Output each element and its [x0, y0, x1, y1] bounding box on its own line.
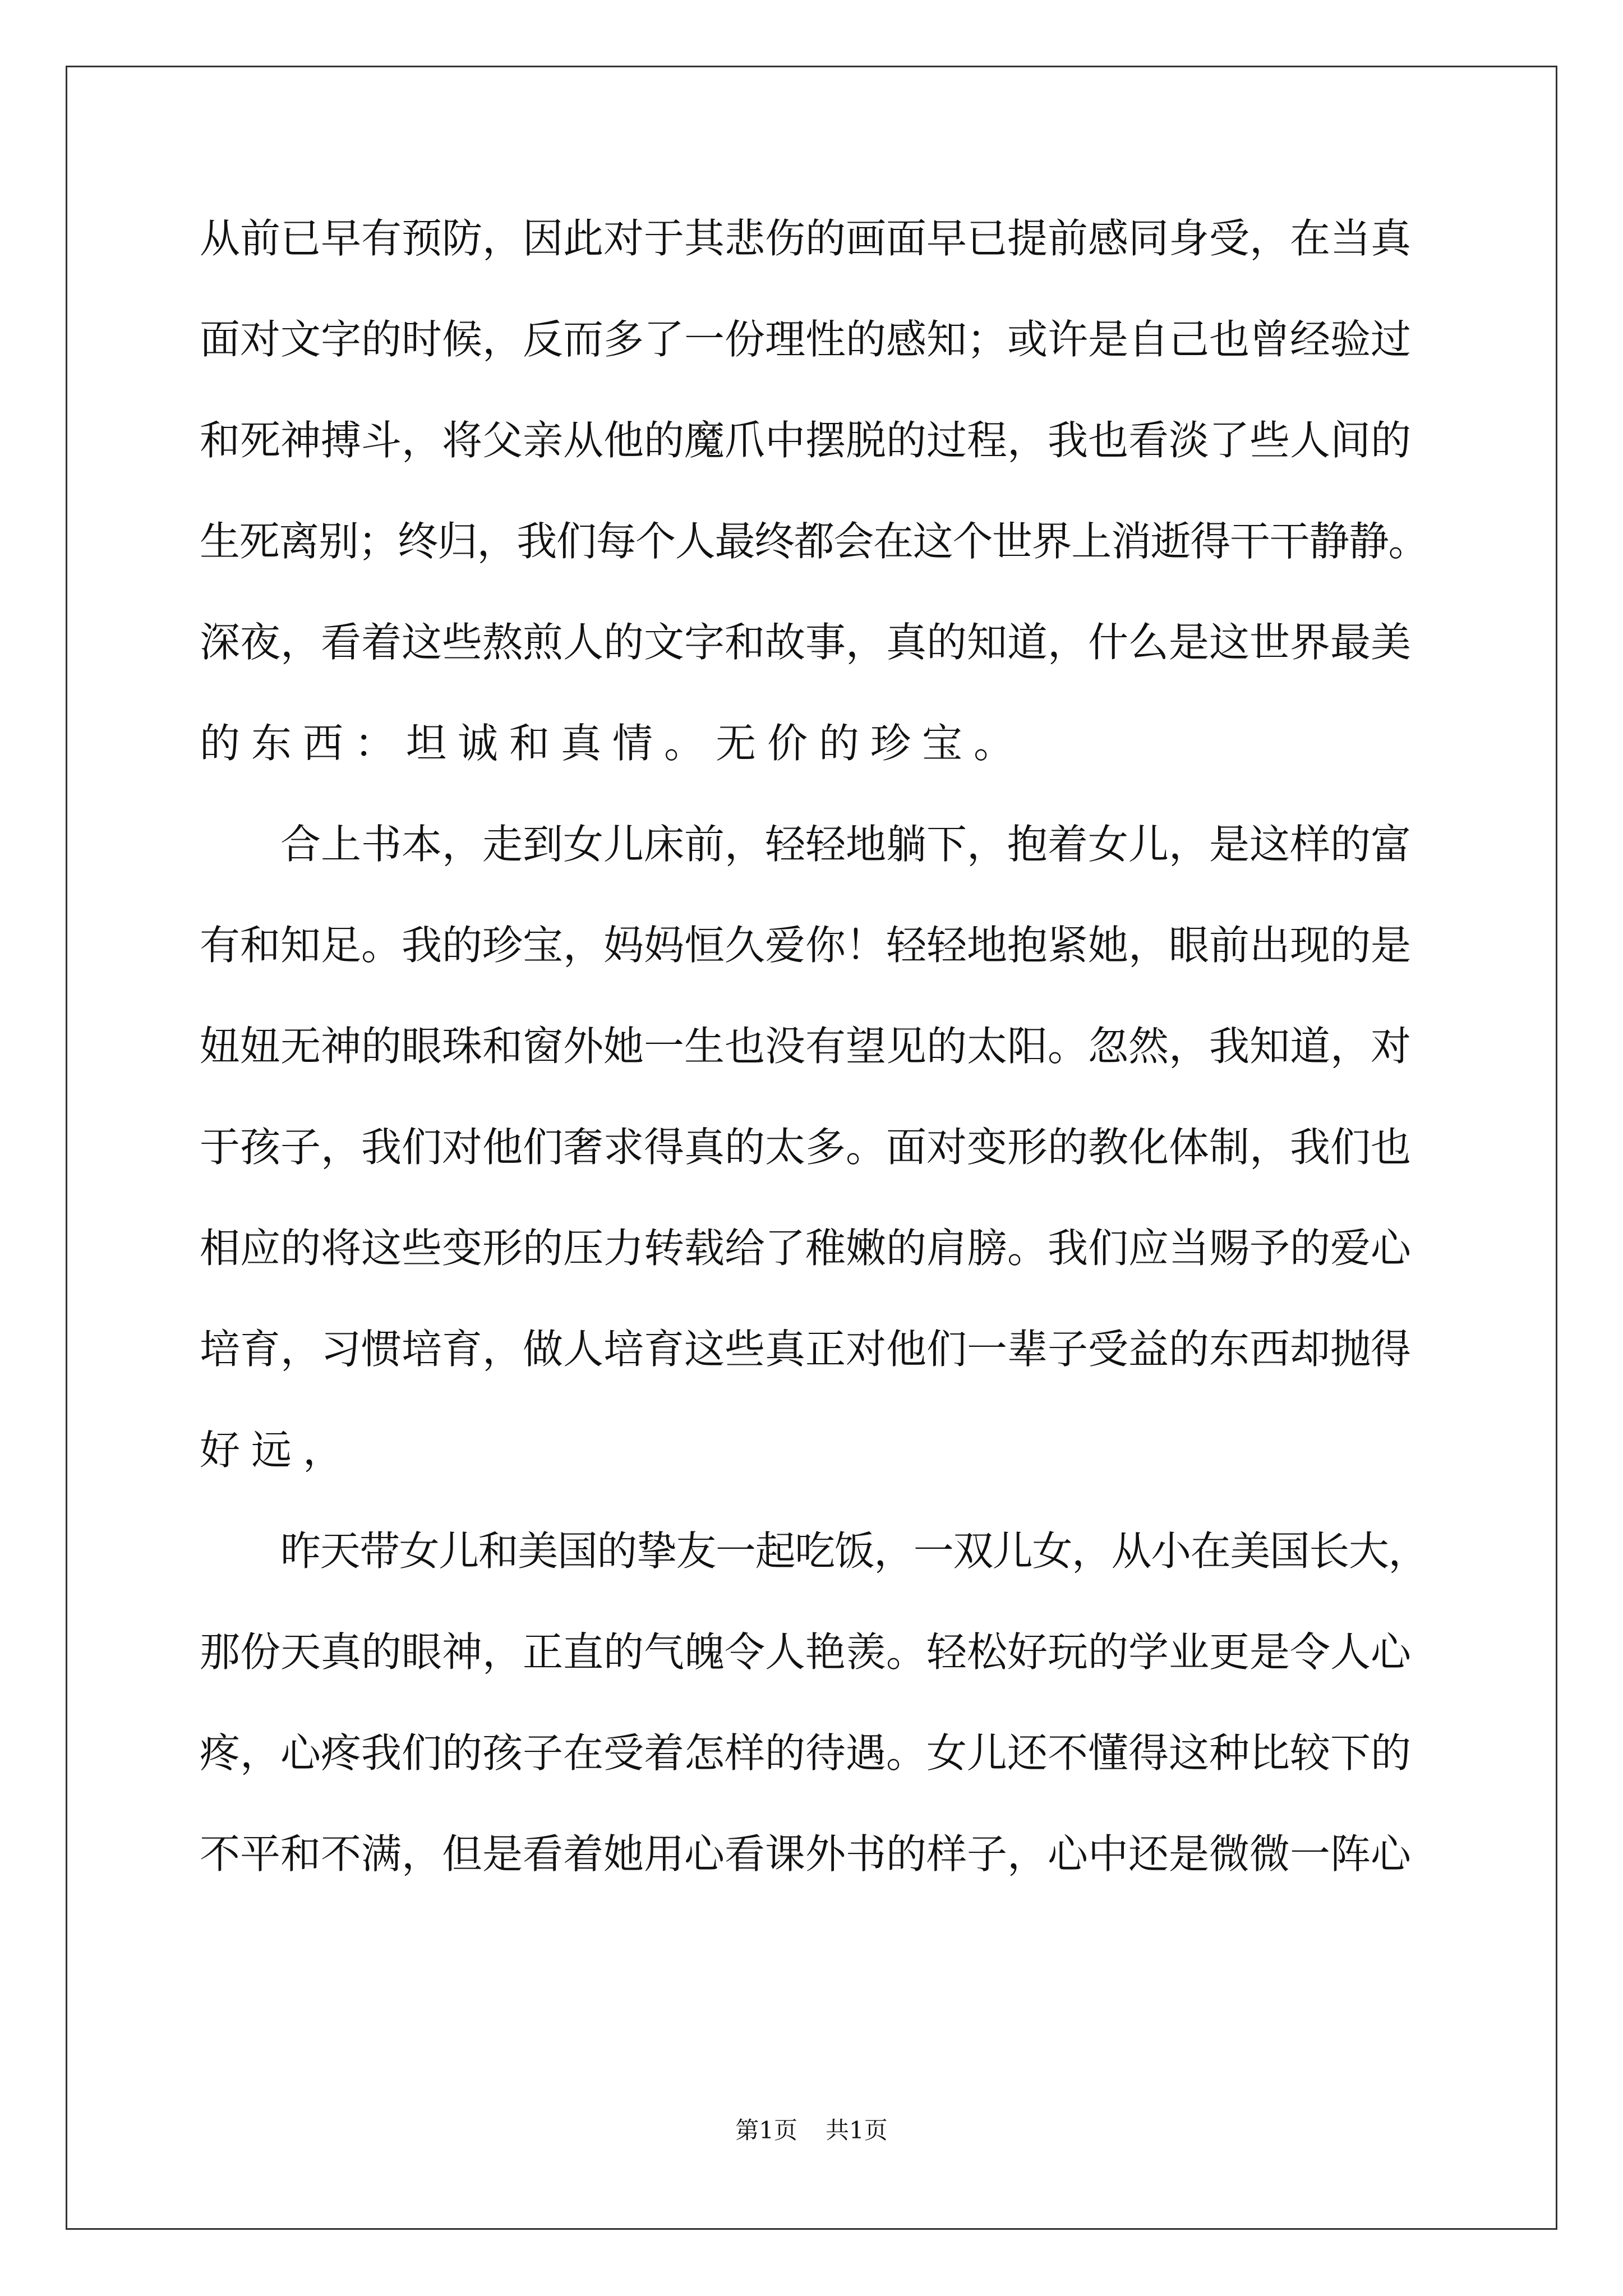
page-footer — [0, 2112, 1623, 2146]
text-line: 好远， — [200, 1427, 355, 1474]
document-body — [200, 213, 1428, 1930]
text-line: 不平和不满，但是看着她用心看课外书的样子，心中还是微微一阵心 — [200, 1830, 1412, 1878]
page-total: 共1页 — [826, 2116, 888, 2144]
text-line: 生死离别；终归，我们每个人最终都会在这个世界上消逝得干干静静。 — [200, 518, 1428, 565]
text-line: 和死神搏斗，将父亲从他的魔爪中摆脱的过程，我也看淡了些人间的 — [200, 417, 1412, 464]
text-line: 有和知足。我的珍宝，妈妈恒久爱你！轻轻地抱紧她，眼前出现的是 — [200, 922, 1412, 969]
text-line: 培育，习惯培育，做人培育这些真正对他们一辈子受益的东西却抛得 — [200, 1326, 1412, 1373]
text-line: 深夜，看着这些熬煎人的文字和故事，真的知道，什么是这世界最美 — [200, 619, 1412, 666]
page-number: 第1页 — [735, 2116, 797, 2144]
text-line: 那份天真的眼神，正直的气魄令人艳羡。轻松好玩的学业更是令人心 — [200, 1628, 1412, 1676]
text-line: 从前已早有预防，因此对于其悲伤的画面早已提前感同身受，在当真 — [200, 215, 1412, 262]
text-line: 的东西：坦诚和真情。无价的珍宝。 — [200, 720, 1026, 767]
text-line: 相应的将这些变形的压力转载给了稚嫩的肩膀。我们应当赐予的爱心 — [200, 1225, 1412, 1272]
text-line: 疼，心疼我们的孩子在受着怎样的待遇。女儿还不懂得这种比较下的 — [200, 1729, 1412, 1777]
text-line: 于孩子，我们对他们奢求得真的太多。面对变形的教化体制，我们也 — [200, 1124, 1412, 1171]
paragraph-start-line: 昨天带女儿和美国的挚友一起吃饭，一双儿女，从小在美国长大， — [280, 1527, 1428, 1575]
text-line: 面对文字的时候，反而多了一份理性的感知；或许是自己也曾经验过 — [200, 316, 1412, 363]
text-line: 妞妞无神的眼珠和窗外她一生也没有望见的太阳。忽然，我知道，对 — [200, 1023, 1412, 1070]
paragraph-start-line: 合上书本，走到女儿床前，轻轻地躺下，抱着女儿，是这样的富 — [280, 821, 1412, 868]
